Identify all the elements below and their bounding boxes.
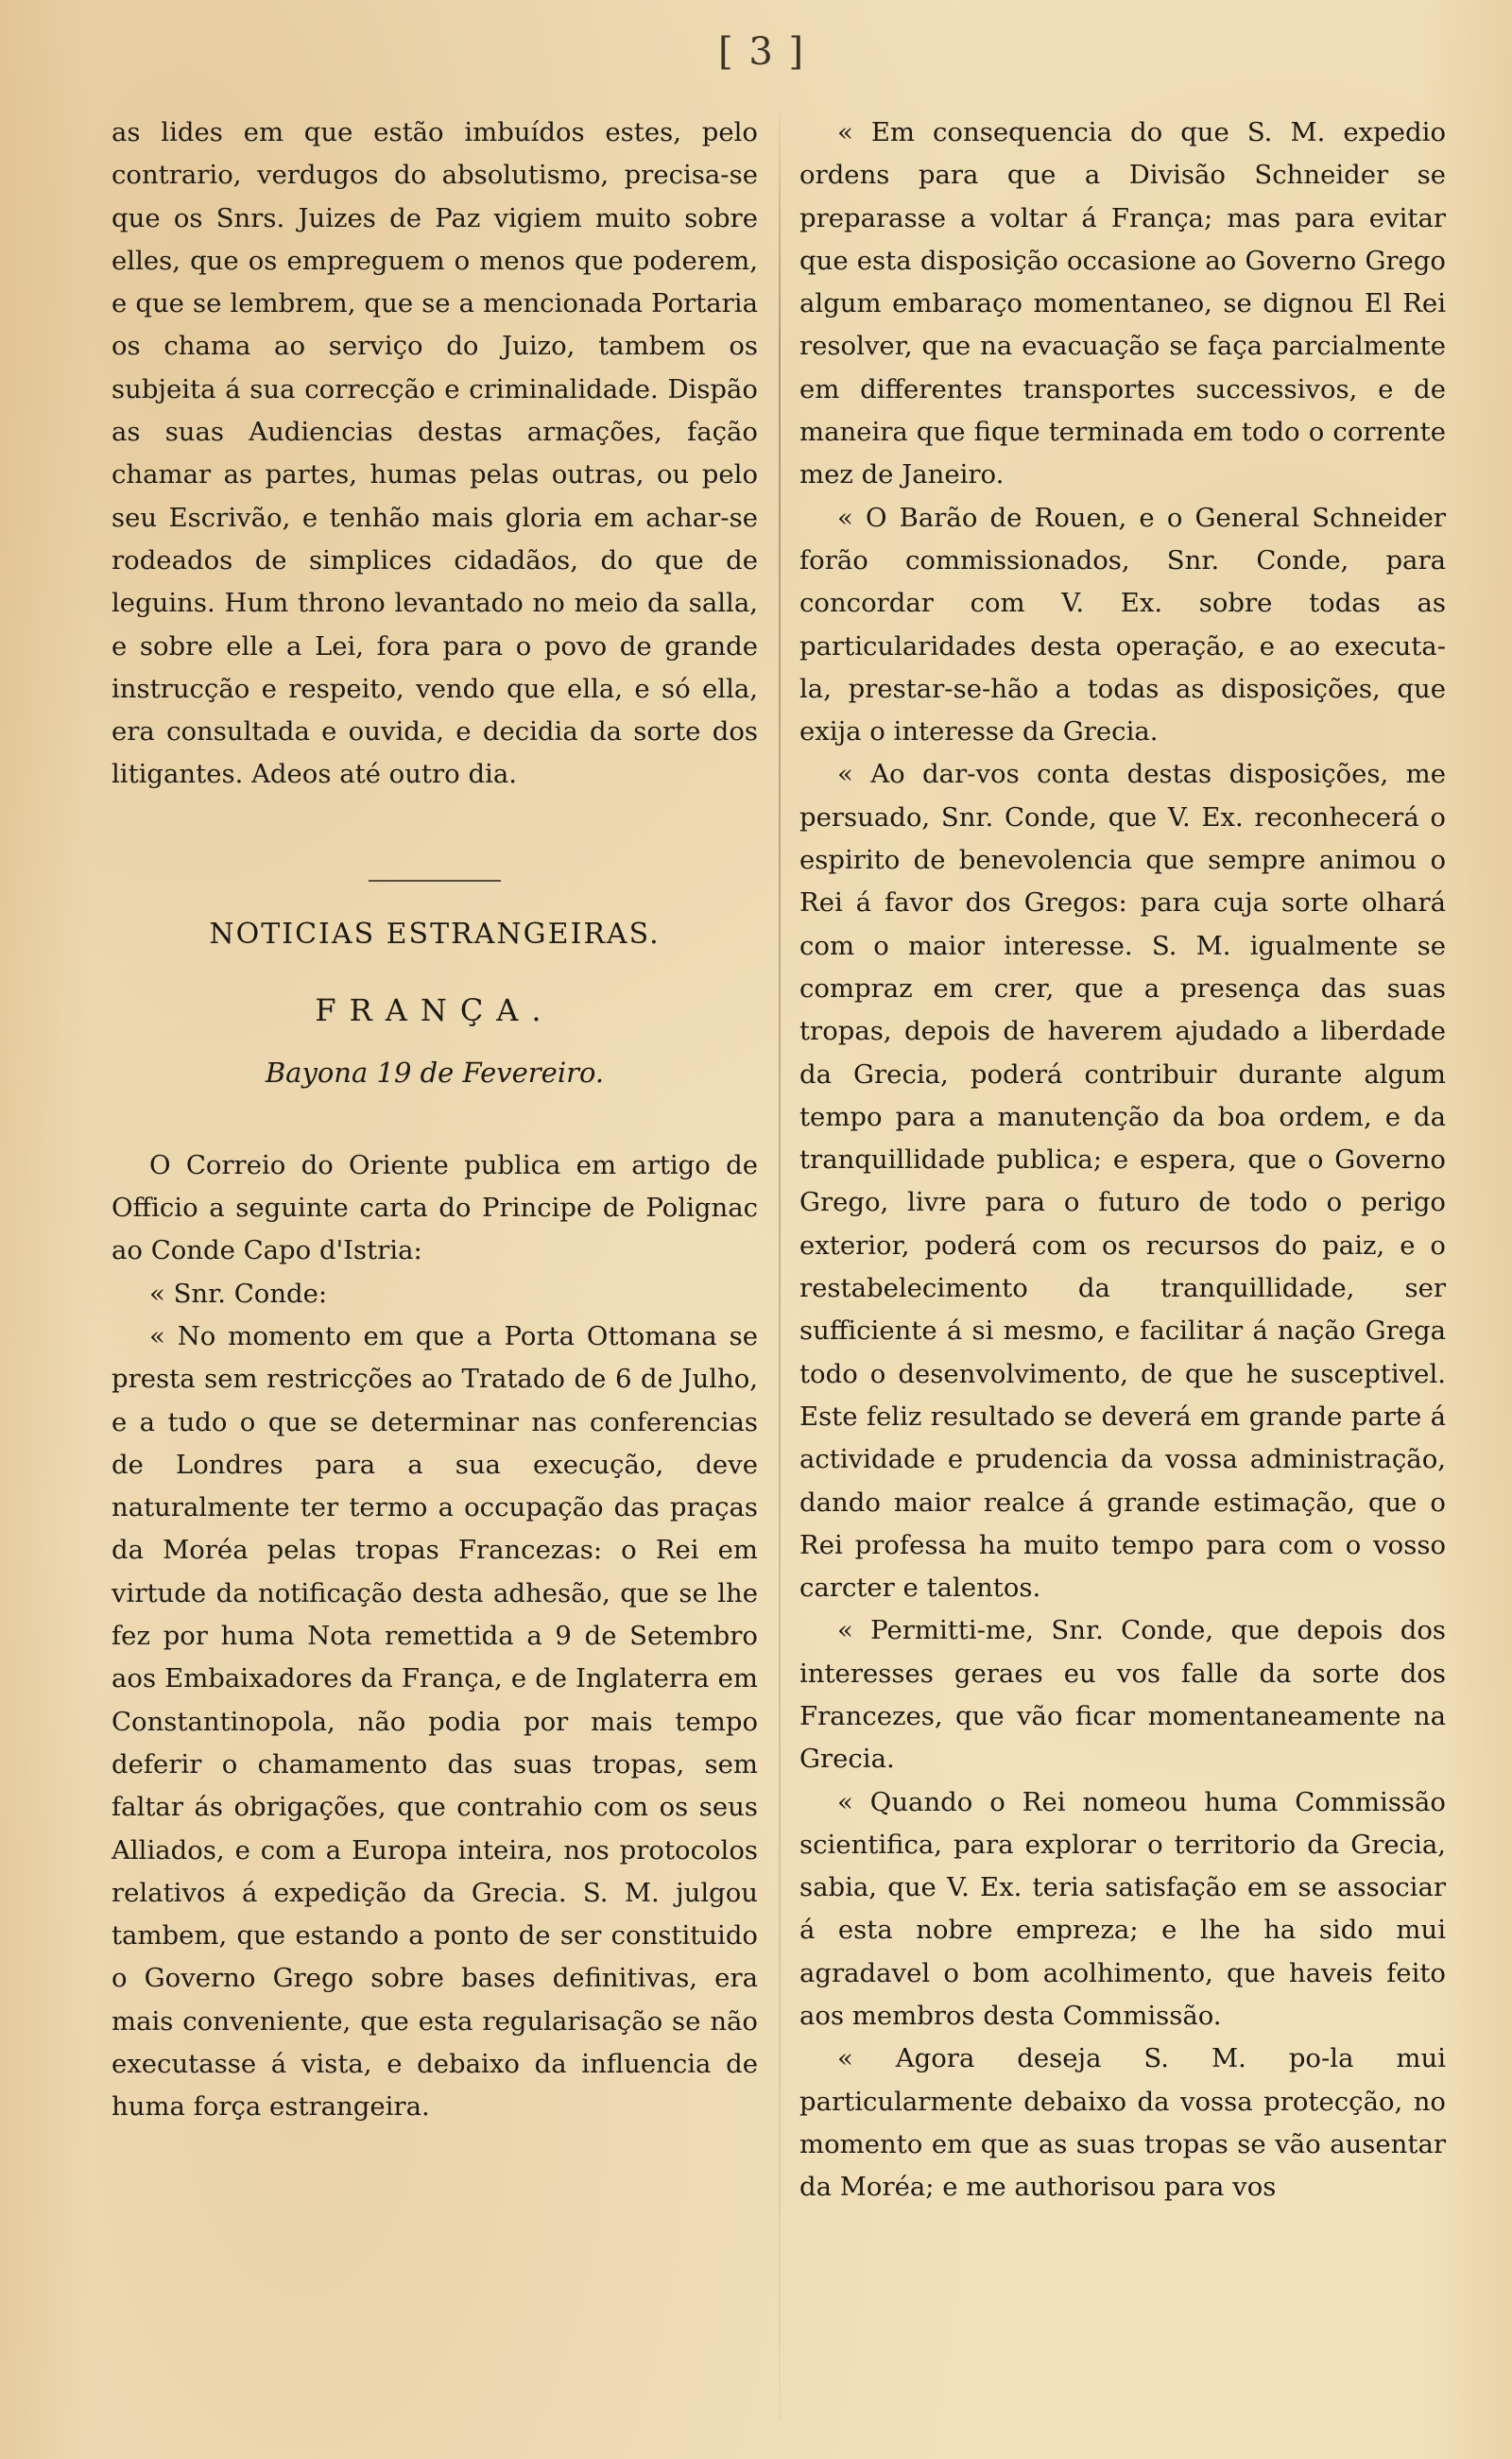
dateline: Bayona 19 de Fevereiro.: [265, 1056, 605, 1089]
article-paragraph: « Em consequencia do que S. M. expedio ordens para que a Divisão Schneider se preparasse a voltar á França; mas para evitar que esta disposição occasione ao Governo Grego algum embaraço momentaneo, se dignou El Rei resolver, que na evacuação se faça parcialmente em differentes transportes successivos, e de maneira que fique terminada em todo o corrente mez de Janeiro.: [799, 117, 1446, 490]
column-divider: [779, 113, 781, 2419]
article-paragraph: O Correio do Oriente publica em artigo de Officio a seguinte carta do Principe de Polignac ao Conde Capo d'Istria:: [112, 1149, 758, 1266]
right-column: [799, 112, 1446, 2210]
article-paragraph: « Ao dar-vos conta destas disposições, me persuado, Snr. Conde, que V. Ex. reconhecerá o espirito de benevolencia que sempre animou o Rei á favor dos Gregos: para cuja sorte olhará com o maior interesse. S. M. igualmente se compraz em crer, que a presença das suas tropas, depois de haverem ajudado a liberdade da Grecia, poderá contribuir durante algum tempo para a manutenção da boa ordem, e da tranquillidade publica; e espera, que o Governo Grego, livre para o futuro de todo o perigo exterior, poderá com os recursos do paiz, e o restabelecimento da tranquillidade, ser sufficiente á si mesmo, e facilitar á nação Grega todo o desenvolvimento, de que he susceptivel. Este feliz resultado se deverá em grande parte á actividade e prudencia da vossa administração, dando maior realce á grande estimação, que o Rei professa ha muito tempo para com o vosso carcter e talentos.: [799, 759, 1446, 1604]
country-heading: FRANÇA.: [315, 991, 555, 1028]
letter-salutation: « Snr. Conde:: [149, 1278, 328, 1309]
article-paragraph: « Quando o Rei nomeou huma Commissão scientifica, para explorar o territorio da Grecia, sabia, que V. Ex. teria satisfação em se associar á esta nobre empreza; e lhe ha sido mui agradavel o bom acolhimento, que haveis feito aos membros desta Commissão.: [799, 1786, 1446, 2032]
article-paragraph: « Agora deseja S. M. po-la mui particularmente debaixo da vossa protecção, no momento em que as suas tropas se vão ausentar da Moréa; e me authorisou para vos: [799, 2043, 1446, 2203]
section-heading: NOTICIAS ESTRANGEIRAS.: [209, 917, 661, 951]
left-column: [112, 112, 758, 2129]
section-rule: [369, 880, 501, 882]
page-number: [ 3 ]: [718, 30, 806, 74]
article-paragraph: « O Barão de Rouen, e o General Schneider forão commissionados, Snr. Conde, para concordar com V. Ex. sobre todas as particularidades desta operação, e ao executa-la, prestar-se-hão a todas as disposições, que exija o interesse da Grecia.: [799, 502, 1446, 748]
article-paragraph: « Permitti-me, Snr. Conde, que depois dos interesses geraes eu vos falle da sorte dos Francezes, que vão ficar momentaneamente na Grecia.: [799, 1615, 1446, 1775]
article-paragraph: « No momento em que a Porta Ottomana se presta sem restricções ao Tratado de 6 de Julho, e a tudo o que se determinar nas conferencias de Londres para a sua execução, deve naturalmente ter termo a occupação das praças da Moréa pelas tropas Francezas: o Rei em virtude da notificação desta adhesão, que se lhe fez por huma Nota remettida a 9 de Setembro aos Embaixadores da França, e de Inglaterra em Constantinopola, não podia por mais tempo deferir o chamamento das suas tropas, sem faltar ás obrigações, que contrahio com os seus Alliados, e com a Europa inteira, nos protocolos relativos á expedição da Grecia. S. M. julgou tambem, que estando a ponto de ser constituido o Governo Grego sobre bases definitivas, era mais conveniente, que esta regularisação se não executasse á vista, e debaixo da influencia de huma força estrangeira.: [112, 1320, 758, 2123]
intro-paragraph: as lides em que estão imbuídos estes, pelo contrario, verdugos do absolutismo, precisa-se que os Snrs. Juizes de Paz vigiem muito sobre elles, que os empreguem o menos que poderem, e que se lembrem, que se a mencionada Portaria os chama ao serviço do Juizo, tambem os subjeita á sua correcção e criminalidade. Dispão as suas Audiencias destas armações, fação chamar as partes, humas pelas outras, ou pelo seu Escrivão, e tenhão mais gloria em achar-se rodeados de simplices cidadãos, do que de leguins. Hum throno levantado no meio da salla, e sobre elle a Lei, fora para o povo de grande instrucção e respeito, vendo que ella, e só ella, era consultada e ouvida, e decidia da sorte dos litigantes. Adeos até outro dia.: [112, 117, 758, 790]
